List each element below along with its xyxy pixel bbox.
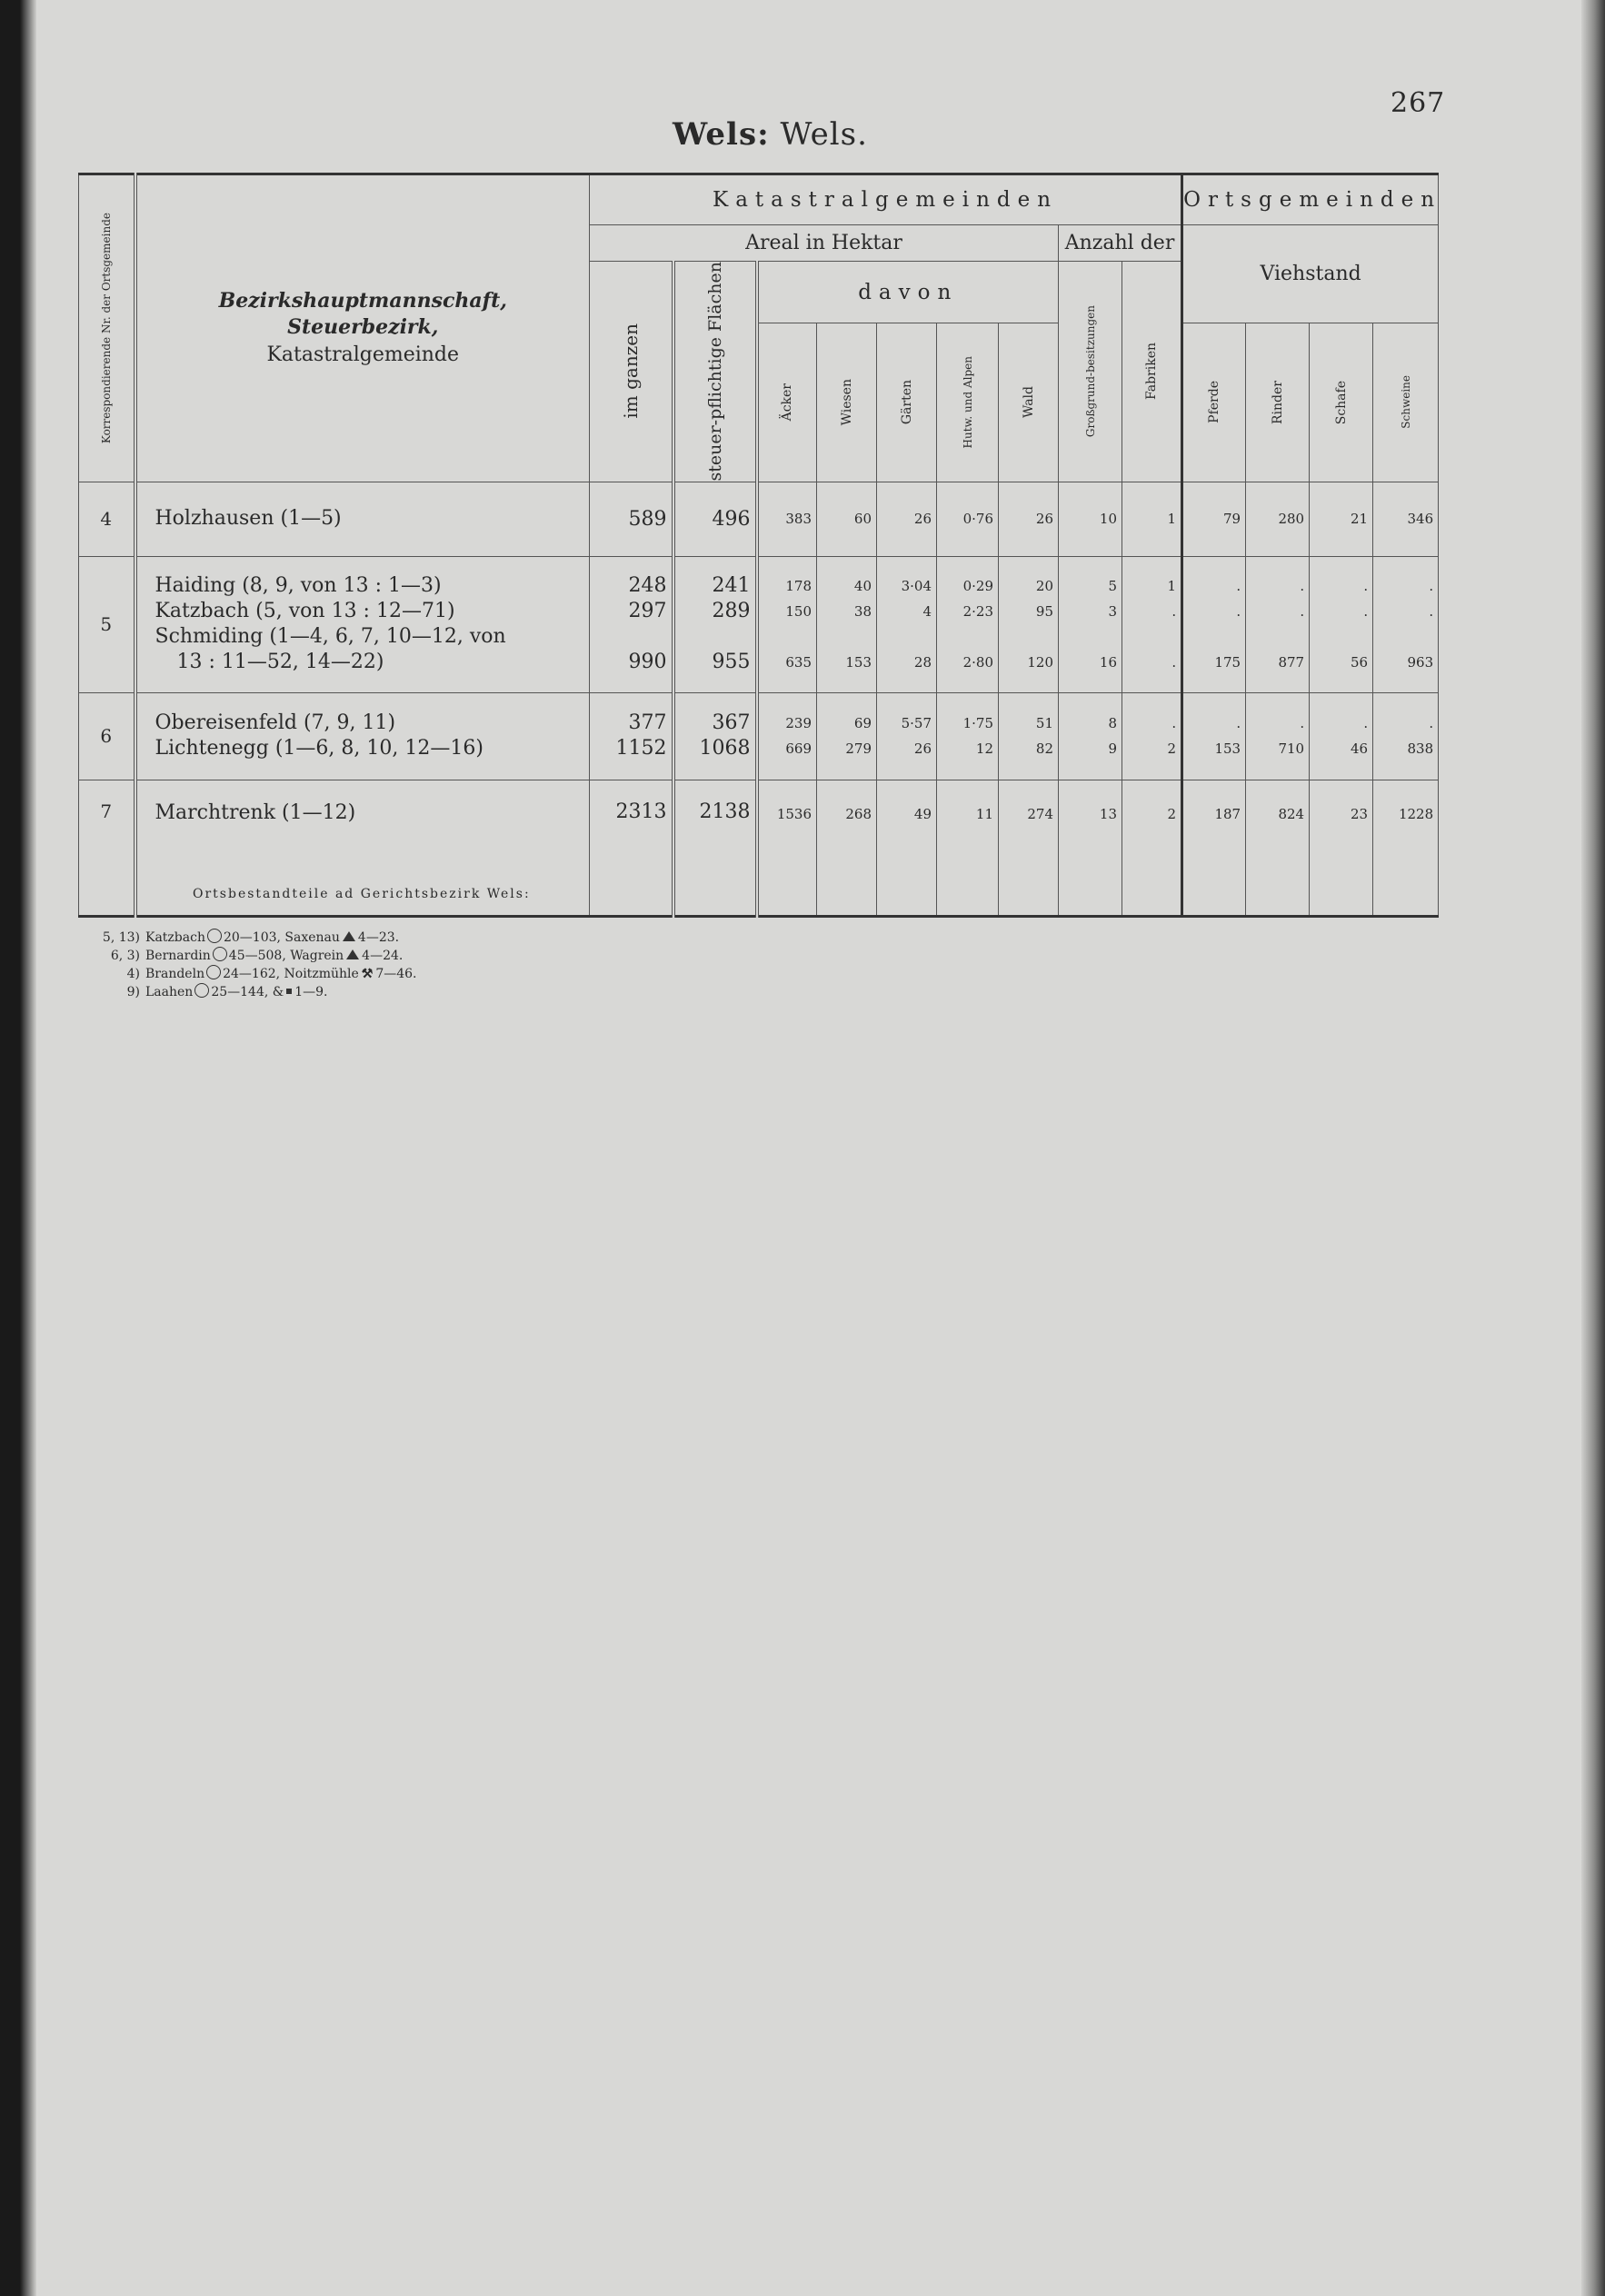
cell-steuerpflichtig: 496 xyxy=(673,482,757,556)
cell-value: 56 xyxy=(1351,654,1369,671)
note-range: 25—144, & xyxy=(211,985,284,999)
header-wald-text: Wald xyxy=(1021,386,1036,419)
cell-spacer xyxy=(937,624,993,650)
row-name: Marchtrenk (1—12) xyxy=(135,780,590,916)
cell-acker xyxy=(757,692,817,780)
village-circle-icon xyxy=(207,929,222,943)
cell-fabriken xyxy=(1122,556,1182,692)
header-anzahl: Anzahl der xyxy=(1059,225,1182,262)
header-im-ganzen-text: im ganzen xyxy=(619,323,642,420)
cell-pferde: 187 xyxy=(1182,780,1246,916)
cell-value: 95 xyxy=(1035,603,1053,621)
cell-spacer xyxy=(590,624,667,650)
cell-value: 9 xyxy=(1108,740,1117,758)
cell-schafe: 21 xyxy=(1310,482,1373,556)
header-gaerten-text: Gärten xyxy=(899,380,914,425)
cell-value: 150 xyxy=(785,603,812,621)
header-viehstand: Viehstand xyxy=(1182,225,1439,323)
header-fabriken xyxy=(1122,262,1182,482)
cell-value: 955 xyxy=(712,651,751,674)
cell-value: . xyxy=(1300,578,1305,595)
cell-value: 877 xyxy=(1278,654,1305,671)
row-name-line xyxy=(155,624,590,650)
header-gaerten xyxy=(877,323,937,482)
cell-value: 26 xyxy=(913,740,932,758)
cell-schweine xyxy=(1373,692,1439,780)
cell-value: 38 xyxy=(853,603,872,621)
cell-spacer xyxy=(759,624,812,650)
cell-steuerpflichtig xyxy=(673,692,757,780)
cell-gaerten xyxy=(877,556,937,692)
header-davon: davon xyxy=(757,262,1059,323)
row-index: 4 xyxy=(79,482,135,556)
cell-im-ganzen xyxy=(590,556,673,692)
cell-hutweiden xyxy=(937,692,999,780)
village-circle-icon xyxy=(194,983,209,998)
cell-grossgrund: 13 xyxy=(1059,780,1122,916)
row-name xyxy=(135,692,590,780)
cell-value: 120 xyxy=(1027,654,1053,671)
cell-value: 5·57 xyxy=(901,715,932,732)
cell-value: 3·04 xyxy=(901,578,932,595)
scan-edge-right xyxy=(1581,0,1605,2296)
cell-wiesen: 60 xyxy=(817,482,877,556)
page-title-rest: Wels. xyxy=(780,116,868,153)
header-schafe-text: Schafe xyxy=(1333,380,1349,424)
village-circle-icon xyxy=(206,965,221,979)
note-line xyxy=(82,929,417,947)
cell-spacer xyxy=(1122,624,1176,650)
cell-hutweiden xyxy=(937,556,999,692)
note-place: Brandeln xyxy=(145,967,205,981)
header-im-ganzen xyxy=(590,262,673,482)
cell-value: . xyxy=(1236,578,1241,595)
cell-spacer xyxy=(877,624,932,650)
header-rinder xyxy=(1246,323,1310,482)
cell-grossgrund: 10 xyxy=(1059,482,1122,556)
cell-value: 69 xyxy=(853,715,872,732)
header-acker-text: Äcker xyxy=(780,383,795,422)
cell-fabriken xyxy=(1122,692,1182,780)
notes xyxy=(82,929,417,1001)
header-fabriken-text: Fabriken xyxy=(1144,343,1160,401)
header-hutweiden xyxy=(937,323,999,482)
cell-schweine xyxy=(1373,556,1439,692)
note-range: 20—103, Saxenau xyxy=(223,930,340,945)
cell-value: . xyxy=(1300,603,1305,621)
cell-wald xyxy=(999,556,1059,692)
cell-value: 2·80 xyxy=(962,654,993,671)
cell-acker xyxy=(757,556,817,692)
cell-wald: 274 xyxy=(999,780,1059,916)
cell-gaerten xyxy=(877,692,937,780)
row-name-line: Lichtenegg (1—6, 8, 10, 12—16) xyxy=(155,737,483,760)
note-key: 5, 13) xyxy=(102,930,140,945)
header-korr xyxy=(79,174,135,482)
cell-steuerpflichtig: 2138 xyxy=(673,780,757,916)
note-line xyxy=(82,983,417,1001)
cell-value: 16 xyxy=(1099,654,1117,671)
cell-value: 241 xyxy=(712,574,751,598)
cell-im-ganzen: 2313 xyxy=(590,780,673,916)
cell-value: 28 xyxy=(913,654,932,671)
cell-im-ganzen xyxy=(590,692,673,780)
page-title xyxy=(673,116,868,153)
header-schweine-text: Schweine xyxy=(1399,375,1412,430)
cell-spacer xyxy=(1059,624,1117,650)
header-rinder-text: Rinder xyxy=(1270,380,1285,424)
cell-rinder: 280 xyxy=(1246,482,1310,556)
header-steuerpflichtig-text: steuer-pflichtige Flächen xyxy=(704,262,725,482)
cell-value: 12 xyxy=(975,740,993,758)
cell-value: 297 xyxy=(628,600,667,623)
cell-value: . xyxy=(1171,654,1177,671)
row-name-line-text: Schmiding (1—4, 6, 7, 10—12, von xyxy=(155,625,506,649)
cell-wald: 26 xyxy=(999,482,1059,556)
header-steuerpflichtig xyxy=(673,262,757,482)
header-pferde xyxy=(1182,323,1246,482)
header-grossgrund-text: Großgrund-besitzungen xyxy=(1083,305,1097,438)
cell-value: 289 xyxy=(712,600,751,623)
cell-value: 838 xyxy=(1407,740,1434,758)
header-steuer: Steuerbezirk, xyxy=(287,315,439,340)
note-range-end: 4—23. xyxy=(357,930,400,945)
cell-value: 2·23 xyxy=(962,603,993,621)
cell-value: 8 xyxy=(1108,715,1117,732)
header-hutweiden-text: Hutw. und Alpen xyxy=(961,356,974,449)
row-index: 7 xyxy=(79,780,135,916)
cell-value: 248 xyxy=(628,574,667,598)
cell-value: . xyxy=(1429,578,1434,595)
header-wiesen-text: Wiesen xyxy=(839,379,854,426)
cell-value: . xyxy=(1429,603,1434,621)
triangle-icon xyxy=(346,949,359,959)
village-circle-icon xyxy=(213,947,227,961)
cell-gaerten: 49 xyxy=(877,780,937,916)
cell-value: 40 xyxy=(853,578,872,595)
cell-pferde xyxy=(1182,556,1246,692)
note-place: Laahen xyxy=(145,985,194,999)
note-range: 45—508, Wagrein xyxy=(228,949,344,963)
cell-value: 1068 xyxy=(699,737,751,760)
note-range-end: 7—46. xyxy=(375,967,417,981)
cell-hutweiden: 11 xyxy=(937,780,999,916)
square-icon xyxy=(286,989,292,994)
header-schafe xyxy=(1310,323,1373,482)
cell-value: . xyxy=(1363,578,1369,595)
cell-schafe xyxy=(1310,556,1373,692)
cell-value: 51 xyxy=(1035,715,1053,732)
cell-value: 82 xyxy=(1035,740,1053,758)
row-index: 5 xyxy=(79,556,135,692)
header-bezirk: Bezirkshauptmannschaft, xyxy=(218,288,507,313)
cell-gaerten: 26 xyxy=(877,482,937,556)
note-range-end: 4—24. xyxy=(362,949,404,963)
header-acker xyxy=(757,323,817,482)
cell-fabriken: 2 xyxy=(1122,780,1182,916)
cell-value: 1152 xyxy=(615,737,667,760)
cell-value: 377 xyxy=(628,711,667,735)
cell-fabriken: 1 xyxy=(1122,482,1182,556)
header-pferde-text: Pferde xyxy=(1207,381,1222,424)
cell-spacer xyxy=(817,624,872,650)
cell-value: . xyxy=(1363,715,1369,732)
cell-rinder xyxy=(1246,692,1310,780)
table-row xyxy=(79,556,1439,692)
cell-value: 990 xyxy=(628,651,667,674)
header-korr-text: Korrespondierende Nr. der Ortsgemeinde xyxy=(99,213,113,444)
triangle-icon xyxy=(343,931,355,941)
cell-value: 3 xyxy=(1108,603,1117,621)
cell-wiesen: 268 xyxy=(817,780,877,916)
cell-value: . xyxy=(1363,603,1369,621)
cell-pferde xyxy=(1182,692,1246,780)
header-katastralgemeinde: Katastralgemeinde xyxy=(266,343,460,367)
row-name xyxy=(135,556,590,692)
cell-rinder: 824 xyxy=(1246,780,1310,916)
note-line xyxy=(82,965,417,983)
cell-value: 239 xyxy=(785,715,812,732)
note-place: Bernardin xyxy=(145,949,211,963)
cell-value: 279 xyxy=(845,740,872,758)
cell-wiesen xyxy=(817,556,877,692)
note-range: 24—162, Noitzmühle xyxy=(223,967,359,981)
cell-value: 669 xyxy=(785,740,812,758)
header-katastralgemeinden: Katastralgemeinden xyxy=(590,174,1182,225)
note-key: 6, 3) xyxy=(110,949,140,963)
cell-value: 963 xyxy=(1407,654,1434,671)
note-place: Katzbach xyxy=(145,930,205,945)
cell-acker: 383 xyxy=(757,482,817,556)
cell-value: 2 xyxy=(1167,740,1177,758)
cell-value: . xyxy=(1236,715,1241,732)
header-ortsgemeinden: Ortsgemeinden xyxy=(1182,174,1439,225)
cell-spacer xyxy=(1373,624,1433,650)
mill-icon: ⚒ xyxy=(361,967,374,981)
row-name-line: 13 : 11—52, 14—22) xyxy=(176,651,384,674)
note-key: 4) xyxy=(126,967,140,981)
row-name-line: Obereisenfeld (7, 9, 11) xyxy=(155,711,396,735)
cell-grossgrund xyxy=(1059,556,1122,692)
cell-grossgrund xyxy=(1059,692,1122,780)
cell-steuerpflichtig xyxy=(673,556,757,692)
cell-value: 153 xyxy=(845,654,872,671)
cell-value: . xyxy=(1429,715,1434,732)
row-index: 6 xyxy=(79,692,135,780)
cell-value: 5 xyxy=(1108,578,1117,595)
cell-hutweiden: 0·76 xyxy=(937,482,999,556)
cell-wald xyxy=(999,692,1059,780)
cell-value: 367 xyxy=(712,711,751,735)
cell-value: 46 xyxy=(1351,740,1369,758)
cell-pferde: 79 xyxy=(1182,482,1246,556)
note-line xyxy=(82,947,417,965)
cell-spacer xyxy=(1310,624,1368,650)
table-row xyxy=(79,482,1439,556)
cell-schafe: 23 xyxy=(1310,780,1373,916)
cell-value: 20 xyxy=(1035,578,1053,595)
row-name-line: Haiding (8, 9, von 13 : 1—3) xyxy=(155,574,442,598)
cell-spacer xyxy=(999,624,1053,650)
cell-value: 635 xyxy=(785,654,812,671)
header-district xyxy=(135,174,590,482)
cell-rinder xyxy=(1246,556,1310,692)
cell-schafe xyxy=(1310,692,1373,780)
row-name-line: Katzbach (5, von 13 : 12—71) xyxy=(155,600,455,623)
cell-value: . xyxy=(1300,715,1305,732)
cell-spacer xyxy=(675,624,751,650)
cell-acker: 1536 xyxy=(757,780,817,916)
cell-value: 710 xyxy=(1278,740,1305,758)
scan-edge-left xyxy=(0,0,36,2296)
cell-spacer xyxy=(1246,624,1304,650)
header-areal: Areal in Hektar xyxy=(590,225,1059,262)
header-schweine xyxy=(1373,323,1439,482)
statistics-table xyxy=(78,173,1442,918)
cell-value: 0·29 xyxy=(962,578,993,595)
cell-wiesen xyxy=(817,692,877,780)
note-range-end: 1—9. xyxy=(294,985,328,999)
cell-value: . xyxy=(1171,603,1177,621)
header-grossgrund xyxy=(1059,262,1122,482)
page-title-bold: Wels: xyxy=(673,116,770,153)
cell-value: . xyxy=(1171,715,1177,732)
page-number: 267 xyxy=(1391,87,1446,119)
row-name: Holzhausen (1—5) xyxy=(135,482,590,556)
cell-schweine: 1228 xyxy=(1373,780,1439,916)
notes-title: Ortsbestandteile ad Gerichtsbezirk Wels: xyxy=(193,887,531,901)
cell-value: . xyxy=(1236,603,1241,621)
cell-value: 4 xyxy=(922,603,932,621)
header-wald xyxy=(999,323,1059,482)
cell-spacer xyxy=(1183,624,1241,650)
note-key: 9) xyxy=(126,985,140,999)
cell-value: 178 xyxy=(785,578,812,595)
header-wiesen xyxy=(817,323,877,482)
cell-im-ganzen: 589 xyxy=(590,482,673,556)
cell-value: 1 xyxy=(1167,578,1177,595)
cell-value: 153 xyxy=(1214,740,1241,758)
cell-value: 1·75 xyxy=(962,715,993,732)
cell-value: 175 xyxy=(1214,654,1241,671)
table-row xyxy=(79,692,1439,780)
cell-schweine: 346 xyxy=(1373,482,1439,556)
